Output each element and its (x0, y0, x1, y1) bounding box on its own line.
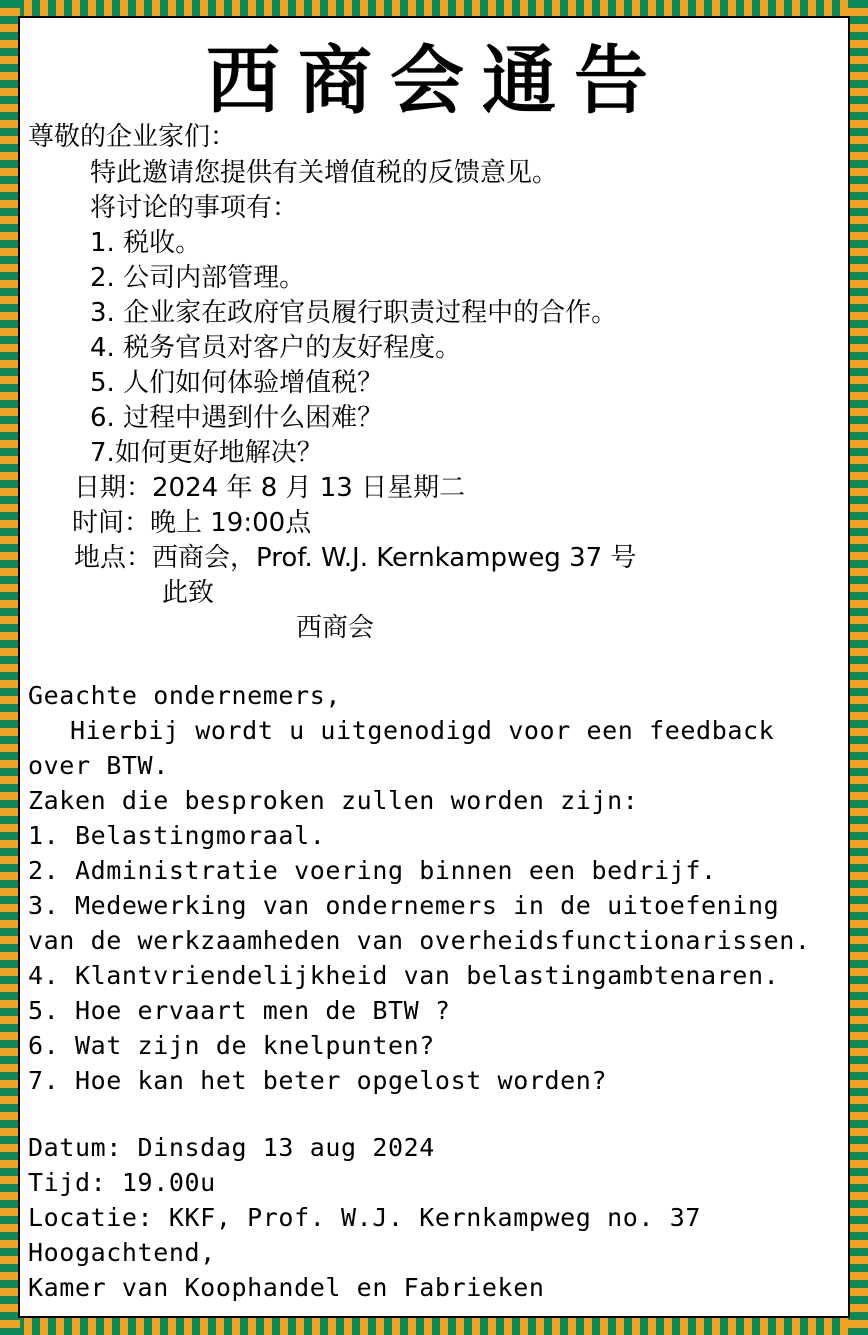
nl-closing: Hoogachtend, (28, 1238, 216, 1267)
zh-list-item: 5. 人们如何体验增值税？ (90, 368, 384, 398)
zh-time: 时间：晚上 19:00点 (72, 508, 312, 538)
nl-list-item: 3. Medewerking van ondernemers in de uitoefening (28, 891, 780, 920)
nl-salutation: Geachte ondernemers, (28, 681, 342, 710)
zh-closing: 此致 (162, 578, 215, 608)
nl-topics-heading: Zaken die besproken zullen worden zijn: (28, 786, 639, 815)
zh-signature: 西商会 (296, 613, 375, 643)
nl-date: Datum: Dinsdag 13 aug 2024 (28, 1133, 435, 1162)
zh-intro: 特此邀请您提供有关增值税的反馈意见。 (90, 158, 559, 188)
notice-title: 西商会通告 (206, 38, 666, 124)
zh-list-item: 4. 税务官员对客户的友好程度。 (90, 333, 462, 363)
nl-signature: Kamer van Koophandel en Fabrieken (28, 1273, 545, 1302)
nl-intro-line-2: over BTW. (28, 751, 169, 780)
zh-list-item: 1. 税收。 (90, 228, 202, 258)
nl-list-item-continuation: van de werkzaamheden van overheidsfunctionarissen. (28, 926, 811, 955)
nl-list-item: 2. Administratie voering binnen een bedrijf. (28, 856, 717, 885)
nl-time: Tijd: 19.00u (28, 1168, 216, 1197)
zh-list-item: 2. 公司内部管理。 (90, 263, 306, 293)
nl-list-item: 6. Wat zijn de knelpunten? (28, 1031, 435, 1060)
zh-list-item: 6. 过程中遇到什么困难？ (90, 403, 384, 433)
zh-date: 日期：2024 年 8 月 13 日星期二 (74, 473, 466, 503)
nl-location: Locatie: KKF, Prof. W.J. Kernkampweg no. 37 (28, 1203, 702, 1232)
zh-topics-heading: 将讨论的事项有： (90, 193, 299, 223)
notice-document (18, 16, 850, 1318)
nl-list-item: 4. Klantvriendelijkheid van belastingambtenaren. (28, 961, 780, 990)
zh-salutation: 尊敬的企业家们： (28, 122, 237, 152)
zh-list-item: 3. 企业家在政府官员履行职责过程中的合作。 (90, 298, 618, 328)
zh-list-item: 7.如何更好地解决？ (90, 438, 323, 468)
zh-location: 地点：西商会，Prof. W.J. Kernkampweg 37 号 (74, 543, 637, 573)
nl-list-item: 1. Belastingmoraal. (28, 821, 326, 850)
nl-intro-line-1: Hierbij wordt u uitgenodigd voor een feedback (70, 716, 775, 745)
nl-list-item: 7. Hoe kan het beter opgelost worden? (28, 1066, 608, 1095)
nl-list-item: 5. Hoe ervaart men de BTW ? (28, 996, 451, 1025)
